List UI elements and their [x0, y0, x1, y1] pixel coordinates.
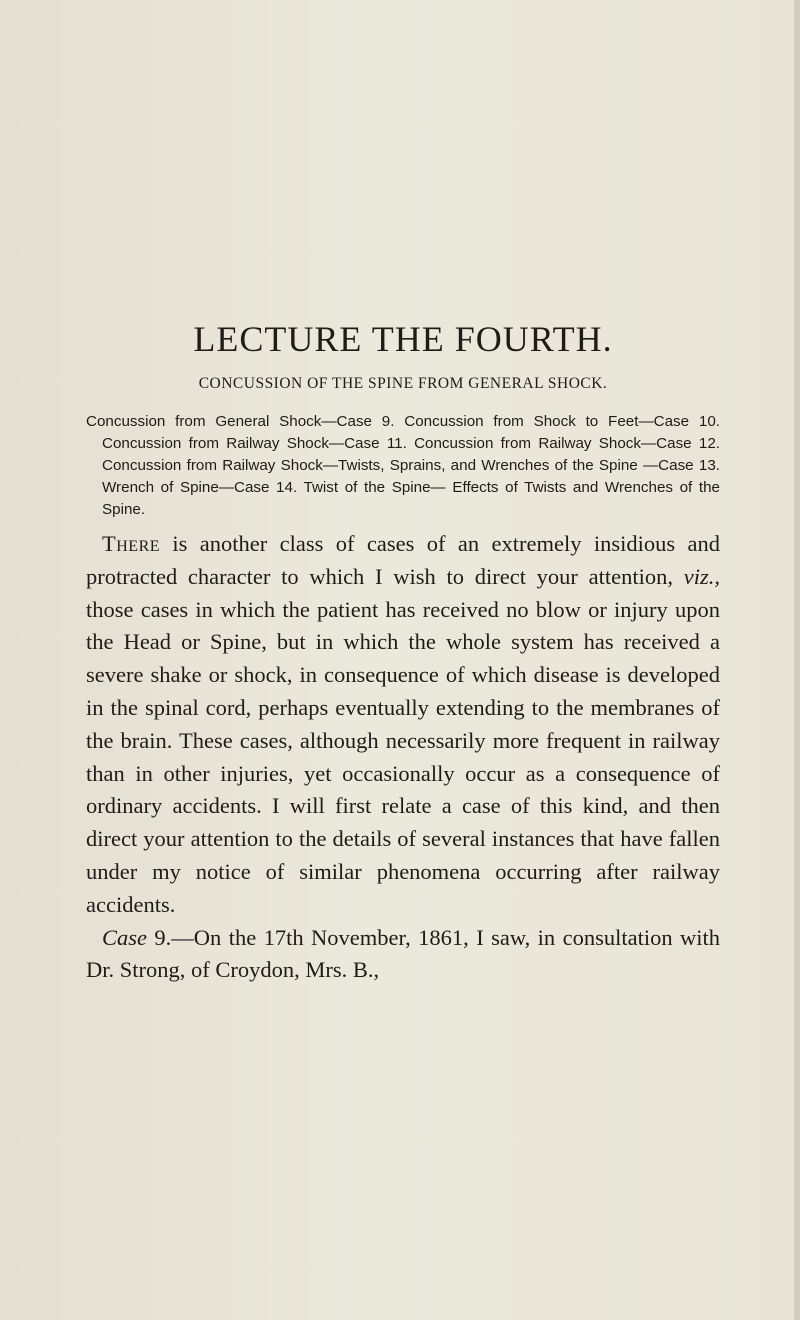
lecture-title: LECTURE THE FOURTH.: [193, 319, 613, 359]
paragraph-lead-word: There: [102, 531, 161, 556]
paragraph-intro-part1: is another class of cases of an extremely insidious and protracted character to which I wish to direct your attention,: [86, 531, 720, 589]
paragraph-case-9: [86, 922, 720, 988]
body-text: [86, 528, 720, 987]
case-9-text: 9.—On the 17th November, 1861, I saw, in consultation with Dr. Strong, of Croydon, Mrs. B.,: [86, 924, 720, 983]
case-label: Case: [102, 924, 147, 950]
document-body: [86, 316, 720, 987]
paragraph-intro-part2: those cases in which the patient has received no blow or injury upon the Head or Spine, but in which the whole system has received a severe shake or shock, in consequence of which disease is developed in the spinal cord, perhaps eventually extending to the membranes of the brain. These cases, although necessarily more frequent in railway than in other injuries, yet occasionally occur as a consequence of ordinary accidents. I will first relate a case of this kind, and then direct your attention to the details of several instances that have fallen under my notice of similar phenomena occurring after railway accidents.: [86, 596, 720, 917]
paragraph-intro: [86, 528, 720, 922]
lecture-subtitle: CONCUSSION OF THE SPINE FROM GENERAL SHOCK.: [198, 375, 608, 392]
page-edge: [794, 0, 800, 1320]
paragraph-intro-italic: viz.,: [683, 563, 720, 589]
lecture-summary: Concussion from General Shock—Case 9. Concussion from Shock to Feet—Case 10. Concussion from Railway Shock—Case 11. Concussion from Railway Shock—Case 12. Concussion from Railway Shock—Twists, Sprains, and Wrenches of the Spine —Case 13. Wrench of Spine—Case 14. Twist of the Spine— Effects of Twists and Wrenches of the Spine.: [86, 413, 720, 518]
